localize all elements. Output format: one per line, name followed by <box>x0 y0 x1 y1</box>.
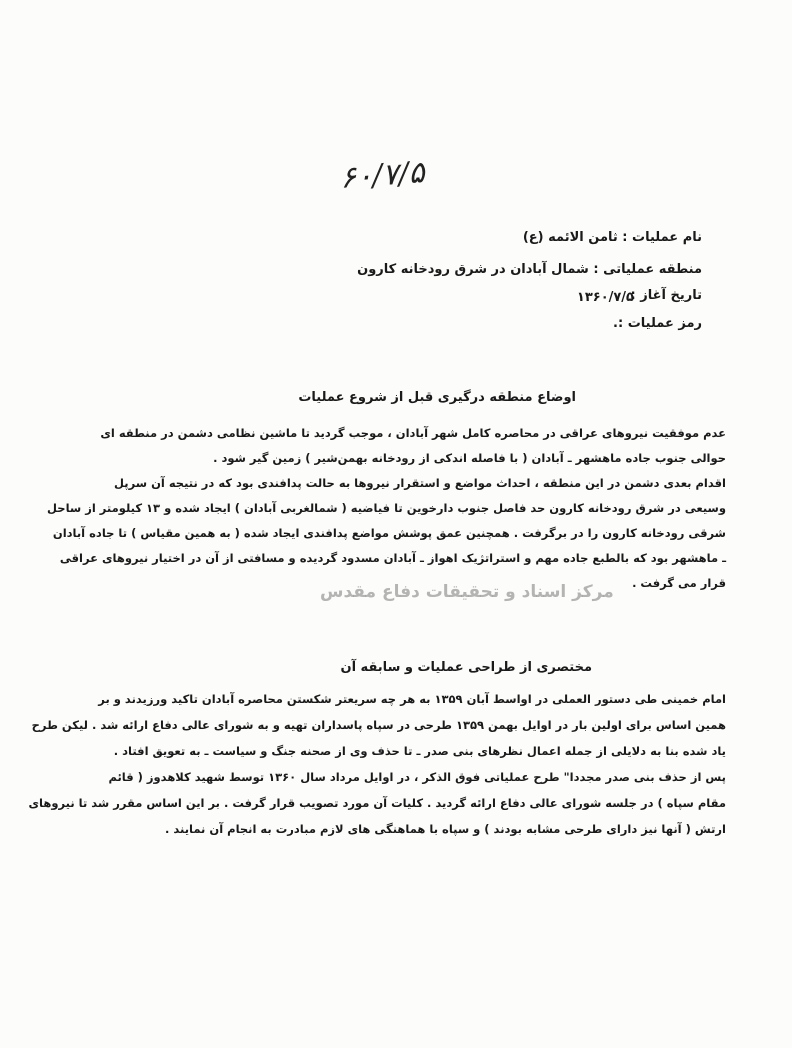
paragraph-line: ارتش ( آنها نیز دارای طرحی مشابه بودند ) و سپاه با هماهنگی های لازم مبادرت به انجام آن نمایند . <box>165 822 726 836</box>
handwritten-reference-number: ۶۰/۷/۵ <box>338 155 426 196</box>
start-date-value: ۱۳۶۰/۷/۵ <box>576 290 634 305</box>
paragraph-line: عدم موفقیت نیروهای عراقی در محاصره کامل شهر آبادان ، موجب گردید تا ماشین نظامی دشمن در منطقه ای <box>100 426 726 440</box>
start-date-row <box>631 288 702 303</box>
operation-area-value: شمال آبادان در شرق رودخانه کارون <box>357 262 589 277</box>
operation-name-label: نام عملیات : <box>622 230 702 245</box>
operation-name-row <box>523 230 702 245</box>
paragraph-line: ـ ماهشهر بود که بالطبع جاده مهم و استراتژیک اهواز ـ آبادان مسدود گردیده و مسافتی از آن در اختیار نیروهای عراقی <box>59 551 726 565</box>
paragraph-line: همین اساس برای اولین بار در اوایل بهمن ۱۳۵۹ طرحی در سپاه پاسداران تهیه و به شورای عالی دفاع ارائه شد . لیکن طرح <box>31 718 726 732</box>
paragraph-line: شرقی رودخانه کارون را در برگرفت . همچنین عمق پوشش مواضع پدافندی ایجاد شده ( به همین مقیاس ) تا جاده آبادان <box>52 526 726 540</box>
section-title-planning: مختصری از طراحی عملیات و سابقه آن <box>340 660 592 675</box>
paragraph-line: امام خمینی طی دستور العملی در اواسط آبان ۱۳۵۹ به هر چه سریعتر شکستن محاصره آبادان تاکید ورزیدند و بر <box>98 692 726 706</box>
paragraph-line: اقدام بعدی دشمن در این منطقه ، احداث مواضع و استقرار نیروها به حالت پدافندی بود که در نتیجه آن سرپل <box>114 476 726 490</box>
operation-name-value: ثامن الائمه (ع) <box>522 230 618 245</box>
operation-code-label: رمز عملیات :. <box>613 316 702 331</box>
paragraph-line: مقام سپاه ) در جلسه شورای عالی دفاع ارائه گردید . کلیات آن مورد تصویب قرار گرفت . بر این اساس مقرر شد تا نیروهای <box>28 796 726 810</box>
paragraph-line: پس از حذف بنی صدر مجددا" طرح عملیاتی فوق الذکر ، در اوایل مرداد سال ۱۳۶۰ توسط شهید کلاهدوز ( قائم <box>108 770 726 784</box>
section-title-situation: اوضاع منطقه درگیری قبل از شروع عملیات <box>298 390 576 405</box>
archive-watermark: مرکز اسناد و تحقیقات دفاع مقدس <box>320 582 614 602</box>
operation-area-label: منطقه عملیاتی : <box>593 262 702 277</box>
paragraph-line: یاد شده بنا به دلایلی از جمله اعمال نظرهای بنی صدر ـ تا حذف وی از صحنه جنگ و سیاست ـ به تعویق افتاد . <box>113 744 726 758</box>
paragraph-line: حوالی جنوب جاده ماهشهر ـ آبادان ( با فاصله اندکی از رودخانه بهمن‌شیر ) زمین گیر شود . <box>213 451 726 465</box>
start-date-label: تاریخ آغاز : <box>630 288 702 303</box>
paragraph-line: قرار می گرفت . <box>632 576 726 590</box>
paragraph-line: وسیعی در شرق رودخانه کارون حد فاصل جنوب دارخوین تا فیاضیه ( شمالغربی آبادان ) ایجاد شده و ۱۳ کیلومتر از ساحل <box>47 501 726 515</box>
operation-area-row <box>357 262 702 277</box>
